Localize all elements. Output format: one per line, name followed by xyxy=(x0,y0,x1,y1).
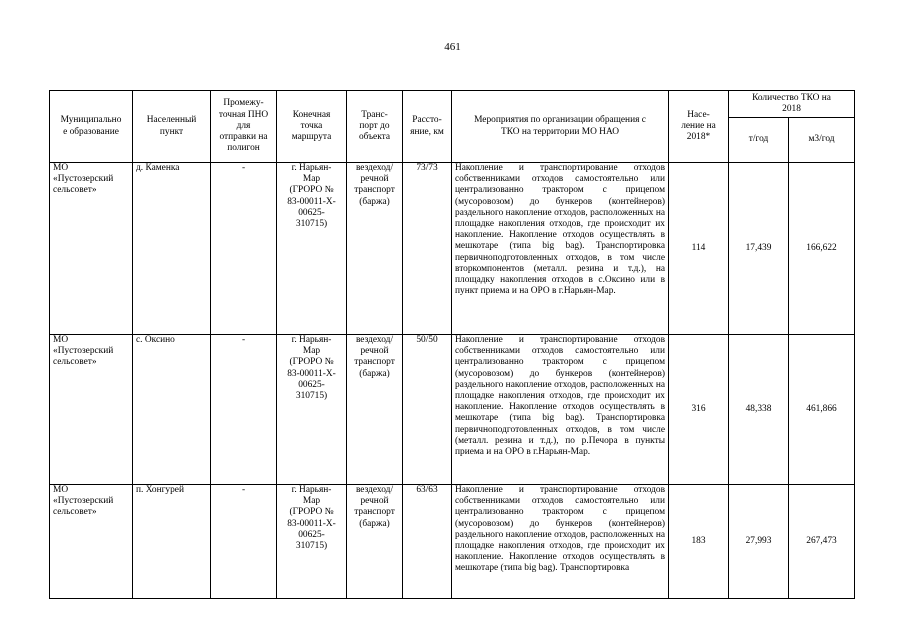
cell-settlement: п. Хонгурей xyxy=(133,485,211,599)
cell-m3: 461,866 xyxy=(789,335,855,485)
header-municipality: Муниципально е образование xyxy=(50,91,133,163)
header-unit-m3: м3/год xyxy=(789,118,855,163)
header-population: Насе- ление на 2018* xyxy=(669,91,729,163)
cell-endpoint: г. Нарьян- Мар (ГРОРО № 83-00011-Х- 00625- 310715) xyxy=(277,485,347,599)
cell-settlement: д. Каменка xyxy=(133,163,211,335)
cell-measures: Накопление и транспортирование отходов собственниками отходов самостоятельно или централизованно трактором с прицепом (мусоровозом) до бункеров (контейнеров) раздельного накопление отходов, расположенных на площадке накопления отходов, где происходит их накопление. Накопление отходов осуществлять в мешкотаре (типа big bag). Транспортировка первичноподготовленных отходов, в том числе (металл. резина и т.д.), по р.Печора в пункты приема и на ОРО в г.Нарьян-Мар. xyxy=(452,335,669,485)
cell-tons: 27,993 xyxy=(729,485,789,599)
cell-municipality: МО «Пустозерский сельсовет» xyxy=(50,335,133,485)
header-settlement: Населенный пункт xyxy=(133,91,211,163)
table-row xyxy=(50,163,855,335)
cell-endpoint: г. Нарьян- Мар (ГРОРО № 83-00011-Х- 00625- 310715) xyxy=(277,335,347,485)
cell-measures: Накопление и транспортирование отходов собственниками отходов самостоятельно или централизованно трактором с прицепом (мусоровозом) до бункеров (контейнеров) раздельного накопление отходов, расположенных на площадке накопления отходов, где происходит их накопление. Накопление отходов осуществлять в мешкотаре (типа big bag). Транспортировка первичноподготовленных отходов, в том числе вторкомпонентов (металл. резина и т.д.), на площадку накопления отходов в с.Оксино или в пункт приема и на ОРО в г.Нарьян-Мар. xyxy=(452,163,669,335)
header-transport: Транс- порт до объекта xyxy=(347,91,403,163)
cell-distance: 73/73 xyxy=(403,163,452,335)
cell-municipality: МО «Пустозерский сельсовет» xyxy=(50,163,133,335)
table-row xyxy=(50,485,855,599)
cell-intermediate-point: - xyxy=(211,163,277,335)
cell-population: 114 xyxy=(669,163,729,335)
cell-tons: 48,338 xyxy=(729,335,789,485)
cell-m3: 166,622 xyxy=(789,163,855,335)
cell-population: 316 xyxy=(669,335,729,485)
cell-transport: вездеход/ речной транспорт (баржа) xyxy=(347,485,403,599)
cell-m3: 267,473 xyxy=(789,485,855,599)
header-distance: Рассто- яние, км xyxy=(403,91,452,163)
measures-text: Накопление и транспортирование отходов собственниками отходов самостоятельно или централизованно трактором с прицепом (мусоровозом) до бункеров (контейнеров) раздельного накопление отходов, расположенных на площадке накопления отходов, где происходит их накопление. Накопление отходов осуществлять в мешкотаре (типа big bag). Транспортировка xyxy=(455,485,665,574)
cell-intermediate-point: - xyxy=(211,335,277,485)
page-number: 461 xyxy=(444,41,461,53)
cell-distance: 63/63 xyxy=(403,485,452,599)
cell-transport: вездеход/ речной транспорт (баржа) xyxy=(347,335,403,485)
waste-table xyxy=(49,90,855,599)
cell-endpoint: г. Нарьян- Мар (ГРОРО № 83-00011-Х- 00625- 310715) xyxy=(277,163,347,335)
cell-tons: 17,439 xyxy=(729,163,789,335)
cell-measures xyxy=(452,485,669,599)
header-measures: Мероприятия по организации обращения с ТКО на территории МО НАО xyxy=(452,91,669,163)
cell-population: 183 xyxy=(669,485,729,599)
cell-transport: вездеход/ речной транспорт (баржа) xyxy=(347,163,403,335)
header-waste-quantity: Количество ТКО на 2018 xyxy=(729,91,855,118)
cell-distance: 50/50 xyxy=(403,335,452,485)
table-row xyxy=(50,335,855,485)
header-unit-tons: т/год xyxy=(729,118,789,163)
cell-municipality: МО «Пустозерский сельсовет» xyxy=(50,485,133,599)
cell-settlement: с. Оксино xyxy=(133,335,211,485)
header-endpoint: Конечная точка маршрута xyxy=(277,91,347,163)
header-intermediate-point: Промежу- точная ПНО для отправки на полигон xyxy=(211,91,277,163)
cell-intermediate-point: - xyxy=(211,485,277,599)
